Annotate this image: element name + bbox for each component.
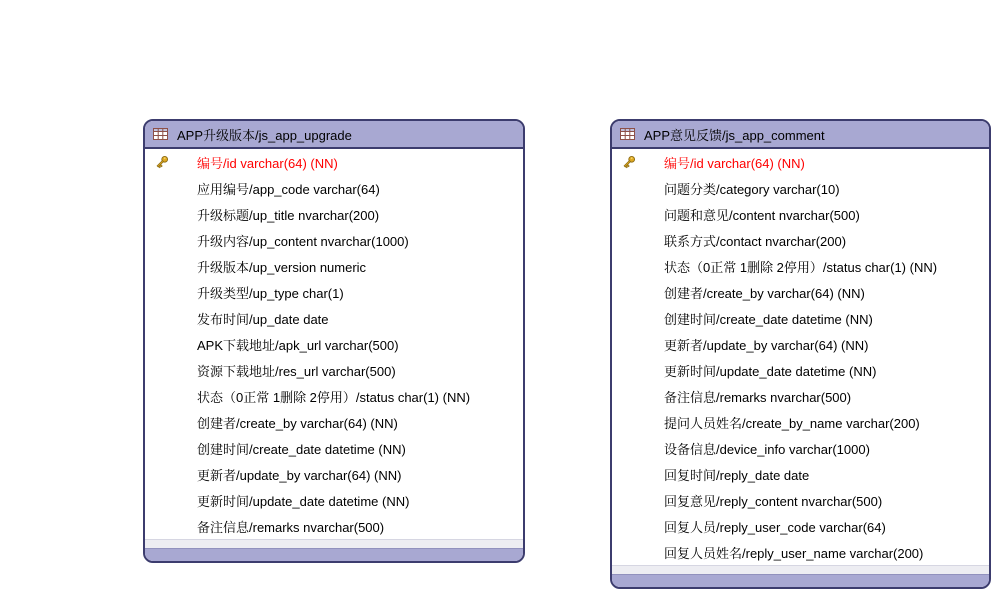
field-label: 升级标题/up_title nvarchar(200) xyxy=(197,207,380,223)
field-row[interactable] xyxy=(612,253,989,279)
field-label: 资源下载地址/res_url varchar(500) xyxy=(197,363,396,379)
key-cell xyxy=(145,492,197,508)
field-row[interactable] xyxy=(612,331,989,357)
field-label: 升级版本/up_version numeric xyxy=(197,259,367,275)
key-cell xyxy=(145,284,197,300)
table-app-upgrade[interactable] xyxy=(143,119,525,563)
field-row[interactable] xyxy=(145,487,523,513)
field-row[interactable] xyxy=(612,149,989,175)
key-cell xyxy=(145,362,197,378)
table-grid-icon xyxy=(620,128,635,140)
key-cell xyxy=(145,336,197,352)
key-cell xyxy=(612,492,664,508)
field-label: 问题和意见/content nvarchar(500) xyxy=(664,207,860,223)
field-label: 回复时间/reply_date date xyxy=(664,467,810,483)
field-label: 创建时间/create_date datetime (NN) xyxy=(197,441,406,457)
field-label: 创建时间/create_date datetime (NN) xyxy=(664,311,873,327)
field-row[interactable] xyxy=(612,435,989,461)
field-row[interactable] xyxy=(612,201,989,227)
field-label: 问题分类/category varchar(10) xyxy=(664,181,840,197)
table-footer-bar xyxy=(612,574,989,587)
table-title: APP升级版本/js_app_upgrade xyxy=(177,127,352,143)
field-row[interactable] xyxy=(145,279,523,305)
field-row[interactable] xyxy=(145,383,523,409)
field-label: 备注信息/remarks nvarchar(500) xyxy=(197,519,385,535)
field-label: 更新者/update_by varchar(64) (NN) xyxy=(664,337,869,353)
key-cell xyxy=(145,258,197,274)
table-app-comment[interactable] xyxy=(610,119,991,589)
key-cell xyxy=(612,440,664,456)
field-label: 联系方式/contact nvarchar(200) xyxy=(664,233,847,249)
primary-key-icon xyxy=(154,154,170,170)
field-label: 回复人员姓名/reply_user_name varchar(200) xyxy=(664,545,924,561)
field-row[interactable] xyxy=(612,383,989,409)
key-cell xyxy=(612,232,664,248)
field-row[interactable] xyxy=(612,409,989,435)
field-row[interactable] xyxy=(612,539,989,565)
field-label: 回复意见/reply_content nvarchar(500) xyxy=(664,493,883,509)
table-footer-light xyxy=(612,565,989,574)
field-label: 创建者/create_by varchar(64) (NN) xyxy=(664,285,865,301)
field-label: 更新者/update_by varchar(64) (NN) xyxy=(197,467,402,483)
key-cell xyxy=(612,414,664,430)
field-row[interactable] xyxy=(612,227,989,253)
field-row[interactable] xyxy=(145,305,523,331)
field-label: 编号/id varchar(64) (NN) xyxy=(197,155,338,171)
table-header[interactable] xyxy=(612,121,989,149)
key-cell xyxy=(612,362,664,378)
key-cell xyxy=(145,414,197,430)
field-label: 应用编号/app_code varchar(64) xyxy=(197,181,380,197)
table-footer-light xyxy=(145,539,523,548)
field-row[interactable] xyxy=(145,149,523,175)
field-label: 升级内容/up_content nvarchar(1000) xyxy=(197,233,409,249)
key-cell xyxy=(612,284,664,300)
field-row[interactable] xyxy=(145,227,523,253)
key-cell xyxy=(145,232,197,248)
field-label: 回复人员/reply_user_code varchar(64) xyxy=(664,519,886,535)
field-row[interactable] xyxy=(612,487,989,513)
field-label: 备注信息/remarks nvarchar(500) xyxy=(664,389,852,405)
field-label: 设备信息/device_info varchar(1000) xyxy=(664,441,870,457)
primary-key-icon xyxy=(621,154,637,170)
field-row[interactable] xyxy=(612,279,989,305)
key-cell xyxy=(612,310,664,326)
field-row[interactable] xyxy=(145,357,523,383)
field-row[interactable] xyxy=(145,461,523,487)
field-row[interactable] xyxy=(145,175,523,201)
field-label: 更新时间/update_date datetime (NN) xyxy=(197,493,410,509)
field-row[interactable] xyxy=(612,305,989,331)
key-cell xyxy=(145,388,197,404)
key-cell xyxy=(612,544,664,560)
key-cell xyxy=(145,440,197,456)
key-cell xyxy=(612,180,664,196)
key-cell xyxy=(612,518,664,534)
field-label: 升级类型/up_type char(1) xyxy=(197,285,344,301)
key-cell xyxy=(145,180,197,196)
table-fields xyxy=(612,149,989,565)
table-title: APP意见反馈/js_app_comment xyxy=(644,127,825,143)
field-label: 提问人员姓名/create_by_name varchar(200) xyxy=(664,415,920,431)
key-cell xyxy=(612,388,664,404)
field-row[interactable] xyxy=(612,513,989,539)
field-label: 编号/id varchar(64) (NN) xyxy=(664,155,805,171)
field-row[interactable] xyxy=(145,435,523,461)
field-row[interactable] xyxy=(145,513,523,539)
field-label: 发布时间/up_date date xyxy=(197,311,329,327)
field-row[interactable] xyxy=(145,331,523,357)
field-row[interactable] xyxy=(145,253,523,279)
key-cell xyxy=(612,466,664,482)
field-row[interactable] xyxy=(145,409,523,435)
key-cell xyxy=(612,258,664,274)
field-row[interactable] xyxy=(612,357,989,383)
key-cell xyxy=(145,206,197,222)
key-cell xyxy=(612,336,664,352)
field-label: APK下载地址/apk_url varchar(500) xyxy=(197,337,399,353)
key-cell xyxy=(145,466,197,482)
table-grid-icon xyxy=(153,128,168,140)
field-label: 更新时间/update_date datetime (NN) xyxy=(664,363,877,379)
key-cell xyxy=(145,518,197,534)
table-footer-bar xyxy=(145,548,523,561)
key-cell xyxy=(612,206,664,222)
field-label: 状态（0正常 1删除 2停用）/status char(1) (NN) xyxy=(664,259,938,275)
field-row[interactable] xyxy=(612,175,989,201)
field-row[interactable] xyxy=(612,461,989,487)
table-fields xyxy=(145,149,523,539)
field-label: 状态（0正常 1删除 2停用）/status char(1) (NN) xyxy=(197,389,471,405)
field-label: 创建者/create_by varchar(64) (NN) xyxy=(197,415,398,431)
field-row[interactable] xyxy=(145,201,523,227)
key-cell xyxy=(145,154,197,170)
key-cell xyxy=(145,310,197,326)
key-cell xyxy=(612,154,664,170)
table-header[interactable] xyxy=(145,121,523,149)
